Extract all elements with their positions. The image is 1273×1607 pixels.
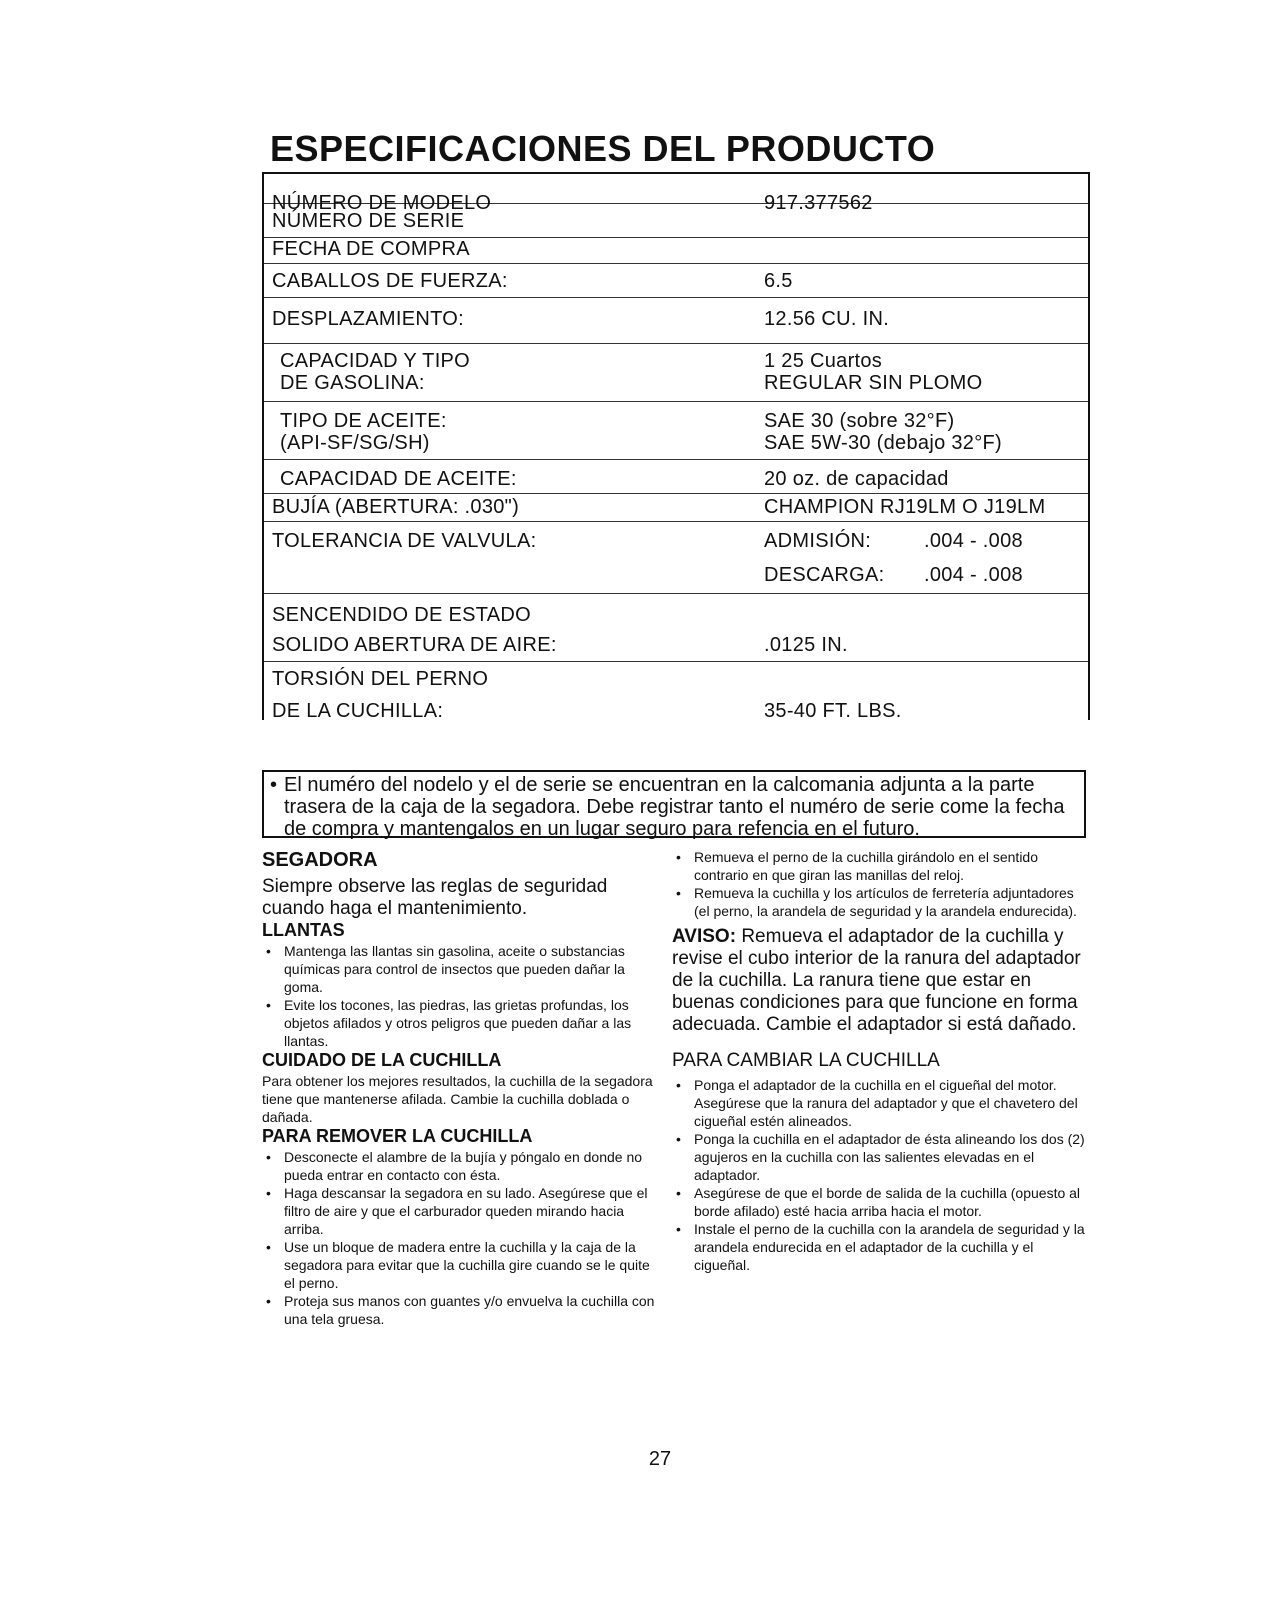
spec-label: TORSIÓN DEL PERNO <box>272 668 489 690</box>
list-item: • Ponga la cuchilla en el adaptador de ésta alineando los dos (2) agujeros en la cuchilla con las salientes elevadas en el adaptador. <box>676 1131 1085 1183</box>
segadora-heading: SEGADORA <box>262 849 378 871</box>
list-item: • Instale el perno de la cuchilla con la arandela de seguridad y la arandela endurecida en el adaptador de la cuchilla y el cigueñal. <box>676 1221 1085 1273</box>
spec-label: NÚMERO DE MODELO <box>272 192 492 214</box>
spec-label: SENCENDIDO DE ESTADO <box>272 604 531 626</box>
list-item: • Proteja sus manos con guantes y/o envuelva la cuchilla con una tela gruesa. <box>266 1293 655 1327</box>
spec-row-encendido <box>264 594 1088 630</box>
aviso-paragraph <box>672 926 1092 1036</box>
aviso-label: AVISO: <box>672 926 737 947</box>
list-item: • Mantenga las llantas sin gasolina, aceite o substancias químicas para control de insectos que pueden dañar la goma. <box>266 943 625 995</box>
list-item-text: Asegúrese de que el borde de salida de la cuchilla (opuesto al borde afilado) esté hacia arriba hacia el motor. <box>694 1185 1081 1219</box>
spec-value: .0125 IN. <box>764 634 848 656</box>
spec-label: CABALLOS DE FUERZA: <box>272 270 508 292</box>
llantas-heading: LLANTAS <box>262 920 345 940</box>
list-item: • Remueva la cuchilla y los artículos de ferretería adjuntadores (el perno, la arandela de seguridad y la arandela endurecida). <box>676 885 1077 919</box>
right-column <box>672 848 1092 1274</box>
aviso-text: Remueva el adaptador de la cuchilla y revise el cubo interior de la ranura del adaptador de la cuchilla. La ranura tiene que estar en buenas condiciones para que funcione en forma adecuada. Cambie el adaptador si está dañado. <box>672 926 1081 1035</box>
spec-label: DE LA CUCHILLA: <box>272 700 444 722</box>
list-item-text: Haga descansar la segadora en su lado. Asegúrese que el filtro de aire y que el carburador queden mirando hacia arriba. <box>284 1185 648 1237</box>
remover-heading: PARA REMOVER LA CUCHILLA <box>262 1126 533 1146</box>
list-item-text: Proteja sus manos con guantes y/o envuelva la cuchilla con una tela gruesa. <box>284 1293 655 1327</box>
spec-value: 917.377562 <box>764 192 873 214</box>
spec-row-aceite <box>264 402 1088 460</box>
spec-row-abertura-aire <box>264 630 1088 662</box>
spec-label: SOLIDO ABERTURA DE AIRE: <box>272 634 557 656</box>
spec-label: FECHA DE COMPRA <box>272 238 470 260</box>
spec-row-compra <box>264 238 1088 264</box>
spec-value-2: REGULAR SIN PLOMO <box>764 372 983 394</box>
spec-row-cuchilla <box>264 692 1088 720</box>
page-number: 27 <box>648 1448 672 1470</box>
cambiar-list <box>672 1076 1092 1274</box>
list-item-text: Mantenga las llantas sin gasolina, aceite o substancias químicas para control de insectos que pueden dañar la goma. <box>284 943 625 995</box>
spec-value: 35-40 FT. LBS. <box>764 700 902 722</box>
serial-note <box>262 770 1086 838</box>
spec-label: BUJÍA (ABERTURA: .030") <box>272 496 520 518</box>
spec-label: TOLERANCIA DE VALVULA: <box>272 530 537 552</box>
list-item: • Use un bloque de madera entre la cuchilla y la caja de la segadora para evitar que la cuchilla gire cuando se le quite el perno. <box>266 1239 650 1291</box>
cambiar-heading: PARA CAMBIAR LA CUCHILLA <box>672 1050 940 1071</box>
spec-row-torsion <box>264 662 1088 692</box>
spec-label-2: DE GASOLINA: <box>280 372 425 394</box>
list-item: • Desconecte el alambre de la bujía y póngalo en donde no pueda entrar en contacto con ésta. <box>266 1149 643 1183</box>
llantas-list <box>262 942 662 1050</box>
segadora-text: Siempre observe las reglas de seguridad cuando haga el mantenimiento. <box>262 876 608 919</box>
spec-label: CAPACIDAD DE ACEITE: <box>280 468 517 490</box>
spec-value: 20 oz. de capacidad <box>764 468 949 490</box>
cuidado-text: Para obtener los mejores resultados, la cuchilla de la segadora tiene que mantenerse afilada. Cambie la cuchilla doblada o dañada. <box>262 1073 653 1125</box>
spec-value: DESCARGA: <box>764 564 885 586</box>
list-item-text: Remueva el perno de la cuchilla girándolo en el sentido contrario en que giran las manillas del reloj. <box>694 849 1038 883</box>
note-text: El numéro del nodelo y el de serie se encuentran en la calcomania adjunta a la parte trasera de la caja de la segadora. Debe registrar tanto el numéro de serie come la fecha de compra y mantengalos en un lugar seguro para refencia en el futuro. <box>284 774 1065 840</box>
list-item-text: Remueva la cuchilla y los artículos de ferretería adjuntadores (el perno, la arandela de seguridad y la arandela endurecida). <box>694 885 1077 919</box>
spec-label: DESPLAZAMIENTO: <box>272 308 464 330</box>
spec-table <box>262 172 1090 720</box>
spec-number: .004 - .008 <box>924 530 1023 552</box>
list-item: • Remueva el perno de la cuchilla girándolo en el sentido contrario en que giran las manillas del reloj. <box>676 849 1038 883</box>
list-item: • Haga descansar la segadora en su lado. Asegúrese que el filtro de aire y que el carburador queden mirando hacia arriba. <box>266 1185 648 1237</box>
spec-value: CHAMPION RJ19LM O J19LM <box>764 496 1046 518</box>
spec-label: TIPO DE ACEITE: <box>280 410 447 432</box>
spec-number: .004 - .008 <box>924 564 1023 586</box>
list-item: • Ponga el adaptador de la cuchilla en el cigueñal del motor. Asegúrese que la ranura del adaptador y que el chavetero del cigueñal estén alineados. <box>676 1077 1078 1129</box>
list-item-text: Evite los tocones, las piedras, las grietas profundas, los objetos afilados y otros peligros que pueden dañar a las llantas. <box>284 997 632 1049</box>
spec-row-valvula <box>264 522 1088 560</box>
list-item-text: Use un bloque de madera entre la cuchilla y la caja de la segadora para evitar que la cuchilla gire cuando se le quite el perno. <box>284 1239 650 1291</box>
spec-label-2: (API-SF/SG/SH) <box>280 432 430 454</box>
cuidado-heading: CUIDADO DE LA CUCHILLA <box>262 1050 502 1070</box>
spec-row-serie <box>264 204 1088 238</box>
spec-value: 6.5 <box>764 270 793 292</box>
page-title: ESPECIFICACIONES DEL PRODUCTO <box>270 128 936 169</box>
list-item-text: Ponga la cuchilla en el adaptador de ésta alineando los dos (2) agujeros en la cuchilla con las salientes elevadas en el adaptador. <box>694 1131 1085 1183</box>
list-item-text: Instale el perno de la cuchilla con la arandela de seguridad y la arandela endurecida en el adaptador de la cuchilla y el cigueñal. <box>694 1221 1085 1273</box>
spec-value-2: SAE 5W-30 (debajo 32°F) <box>764 432 1002 454</box>
spec-row-modelo <box>264 174 1088 214</box>
remover-steps-list <box>672 848 1092 920</box>
spec-value: SAE 30 (sobre 32°F) <box>764 410 955 432</box>
list-item: • Evite los tocones, las piedras, las grietas profundas, los objetos afilados y otros peligros que pueden dañar a las llantas. <box>266 997 632 1049</box>
left-column <box>262 848 662 1328</box>
spec-row-gasolina <box>264 344 1088 402</box>
spec-label: NÚMERO DE SERIE <box>272 210 465 232</box>
spec-value: 12.56 CU. IN. <box>764 308 890 330</box>
spec-row-caballos <box>264 264 1088 298</box>
spec-row-descarga <box>264 560 1088 594</box>
spec-row-bujia <box>264 494 1088 522</box>
list-item-text: Ponga el adaptador de la cuchilla en el cigueñal del motor. Asegúrese que la ranura del adaptador y que el chavetero del cigueñal estén alineados. <box>694 1077 1078 1129</box>
spec-value: ADMISIÓN: <box>764 530 872 552</box>
spec-row-capacidad-aceite <box>264 460 1088 494</box>
remover-list <box>262 1148 662 1328</box>
note-bullet: • <box>270 774 278 796</box>
list-item-text: Desconecte el alambre de la bujía y póngalo en donde no pueda entrar en contacto con ésta. <box>284 1149 643 1183</box>
spec-value: 1 25 Cuartos <box>764 350 883 372</box>
spec-label: CAPACIDAD Y TIPO <box>280 350 471 372</box>
list-item: • Asegúrese de que el borde de salida de la cuchilla (opuesto al borde afilado) esté hacia arriba hacia el motor. <box>676 1185 1081 1219</box>
spec-row-desplazamiento <box>264 298 1088 344</box>
